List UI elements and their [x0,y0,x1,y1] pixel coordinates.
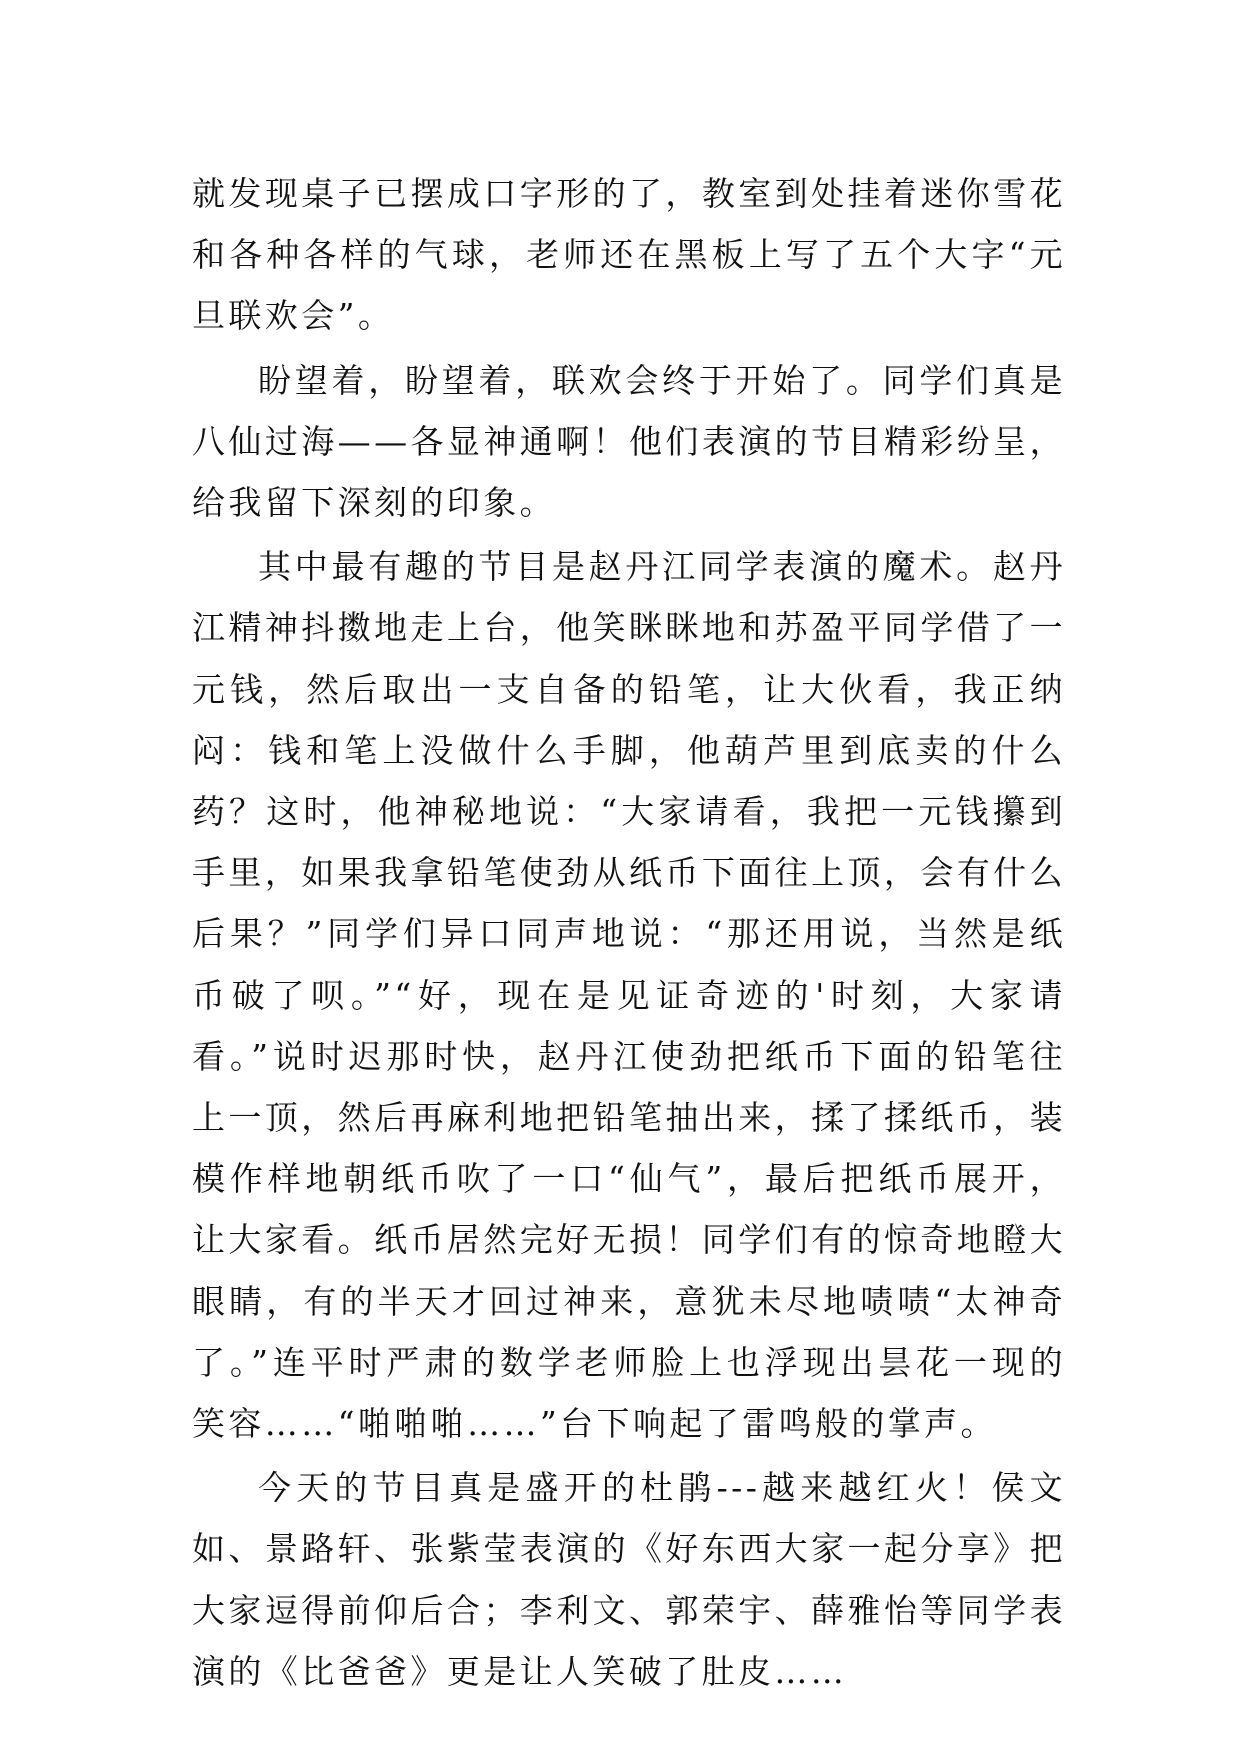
document-body [192,163,1066,1705]
paragraph-2: 盼望着，盼望着，联欢会终于开始了。同学们真是八仙过海——各显神通啊！他们表演的节目精彩纷呈，给我留下深刻的印象。 [192,360,1066,523]
paragraph-4: 今天的节目真是盛开的杜鹃---越来越红火！侯文如、景路轩、张紫莹表演的《好东西大家一起分享》把大家逗得前仰后合；李利文、郭荣宇、薛雅怡等同学表演的《比爸爸》更是让人笑破了肚皮…… [192,1468,1066,1691]
paragraph-3: 其中最有趣的节目是赵丹江同学表演的魔术。赵丹江精神抖擞地走上台，他笑眯眯地和苏盈平同学借了一元钱，然后取出一支自备的铅笔，让大伙看，我正纳闷：钱和笔上没做什么手脚，他葫芦里到底卖的什么药？这时，他神秘地说：“大家请看，我把一元钱攥到手里，如果我拿铅笔使劲从纸币下面往上顶，会有什么后果？”同学们异口同声地说：“那还用说，当然是纸币破了呗。”“好，现在是见证奇迹的'时刻，大家请看。”说时迟那时快，赵丹江使劲把纸币下面的铅笔往上一顶，然后再麻利地把铅笔抽出来，揉了揉纸币，装模作样地朝纸币吹了一口“仙气”，最后把纸币展开，让大家看。纸币居然完好无损！同学们有的惊奇地瞪大眼睛，有的半天才回过神来，意犹未尽地啧啧“太神奇了。”连平时严肃的数学老师脸上也浮现出昙花一现的笑容……“啪啪啪……”台下响起了雷鸣般的掌声。 [192,547,1066,1444]
paragraph-1: 就发现桌子已摆成口字形的了，教室到处挂着迷你雪花和各种各样的气球，老师还在黑板上写了五个大字“元旦联欢会”。 [192,174,1066,336]
